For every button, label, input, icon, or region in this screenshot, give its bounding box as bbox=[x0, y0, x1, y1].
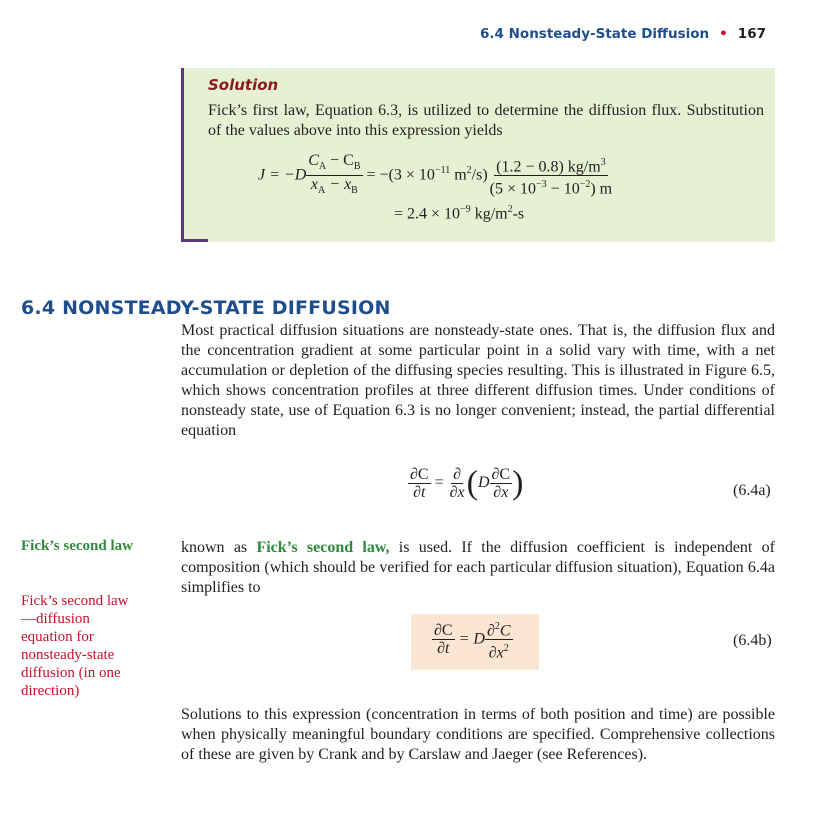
eq1-middle: = −(3 × 10 bbox=[362, 166, 435, 184]
eqa-frac-3 bbox=[490, 466, 513, 501]
page-number: 167 bbox=[737, 26, 766, 42]
solution-equation-2 bbox=[394, 204, 524, 223]
eq1-frac1-den-mid: − x bbox=[325, 176, 352, 194]
eq1-frac2-den-exp1: −3 bbox=[536, 179, 547, 191]
eq1-frac2-den-exp2: −2 bbox=[579, 179, 591, 191]
equation-6-4a bbox=[408, 466, 523, 501]
eqa-num2: ∂ bbox=[453, 466, 462, 483]
eqa-num3: ∂C bbox=[491, 466, 511, 483]
eqa-frac-1 bbox=[408, 466, 431, 501]
eq1-frac2-den: (5 × 10 bbox=[489, 180, 537, 198]
eqa-den1: ∂t bbox=[413, 484, 426, 501]
paragraph-1: Most practical diffusion situations are nonsteady-state ones. That is, the diffusion flux and the concentration gradient at some particular point in a solid vary with time, with a net accumulation or depletion of the diffusing species resulting. This is illustrated in Figure 6.5, which shows concentration profiles at three different diffusion times. Under conditions of nonsteady state, use of Equation 6.3 is no longer convenient; instead, the partial differential equation bbox=[181, 322, 775, 439]
solution-equation-1 bbox=[258, 152, 614, 199]
eqa-D: D bbox=[477, 474, 490, 492]
eqa-den3: ∂x bbox=[493, 484, 509, 501]
section-heading: 6.4 NONSTEADY-STATE DIFFUSION bbox=[21, 297, 391, 319]
running-head bbox=[480, 26, 766, 42]
eqb-den1: ∂t bbox=[437, 640, 450, 658]
eqa-lparen: ( bbox=[466, 464, 478, 502]
eq1-frac1-den-sub-a: A bbox=[318, 185, 326, 197]
eq1-frac1-den: x bbox=[310, 176, 319, 194]
eqb-den2-exp: 2 bbox=[503, 643, 509, 655]
eqb-equals-D: = D bbox=[458, 630, 485, 648]
eq1-frac1-den-sub-b: B bbox=[351, 185, 358, 197]
eqa-num1: ∂C bbox=[410, 466, 429, 483]
eq1-frac2-num-exp: 3 bbox=[600, 156, 606, 168]
eq1-fraction-1 bbox=[306, 152, 362, 199]
equation-number-6-4b: (6.4b) bbox=[733, 632, 772, 649]
eqb-num2: ∂ bbox=[486, 622, 495, 640]
eq2-unit-exp: 2 bbox=[507, 204, 513, 215]
running-head-section: 6.4 Nonsteady-State Diffusion bbox=[480, 26, 710, 42]
eqa-den2: ∂x bbox=[449, 484, 465, 501]
eq1-lhs: J = −D bbox=[258, 166, 307, 184]
eq1-fraction-2 bbox=[488, 154, 614, 198]
eq2-unit: kg/m bbox=[470, 205, 508, 223]
paragraph-2-pre: known as bbox=[181, 539, 257, 556]
paragraph-2 bbox=[181, 538, 775, 598]
eqa-rparen: ) bbox=[512, 464, 524, 502]
eq1-middle-unit: m bbox=[450, 166, 467, 184]
eq1-frac2-den-tail: ) m bbox=[590, 180, 613, 198]
eqb-num1: ∂C bbox=[434, 622, 453, 640]
eq1-frac2-num: (1.2 − 0.8) kg/m bbox=[496, 158, 601, 176]
margin-definition: Fick’s second law—diffusion equation for nonsteady-state diffusion (in one direction) bbox=[21, 593, 129, 699]
eqa-equals: = bbox=[434, 474, 444, 492]
eqb-frac-2 bbox=[485, 618, 513, 662]
solution-title: Solution bbox=[208, 76, 279, 94]
eq1-frac2-den-mid: − 10 bbox=[546, 180, 580, 198]
paragraph-3: Solutions to this expression (concentration in terms of both position and time) are possible when physically meaningful boundary conditions are specified. Comprehensive collections of these are given by Crank and by Carslaw and Jaeger (see References). bbox=[181, 706, 775, 763]
eq1-frac1-num-mid: − C bbox=[326, 152, 354, 169]
eq1-frac1-num-sub-a: A bbox=[318, 161, 327, 173]
eq1-middle-exp: −11 bbox=[434, 165, 451, 177]
eq2-unit-tail: -s bbox=[512, 205, 525, 223]
equation-number-6-4a: (6.4a) bbox=[733, 482, 771, 499]
eq1-middle-tail: /s) bbox=[471, 166, 488, 184]
eq1-frac1-num-sub-b: B bbox=[353, 161, 361, 173]
eq1-middle-unit-exp: 2 bbox=[466, 165, 472, 177]
solution-box-rule-horizontal bbox=[181, 239, 208, 242]
paragraph-2-post: is used. If the diffusion coefficient is independent of composition (which should be verified for each particular diffusion situation), Equation 6.4a simplifies to bbox=[181, 539, 775, 596]
solution-box-rule-vertical bbox=[181, 68, 184, 242]
solution-text: Fick’s first law, Equation 6.3, is utilized to determine the diffusion flux. Substitution of the values above into this expression yields bbox=[208, 102, 764, 139]
eqb-frac-1 bbox=[432, 622, 455, 657]
eqb-num2-exp: 2 bbox=[494, 621, 500, 632]
eq1-frac1-num: C bbox=[308, 152, 319, 169]
eq2-text: = 2.4 × 10 bbox=[394, 205, 461, 223]
running-head-bullet: • bbox=[719, 26, 728, 42]
eqb-den2: ∂x bbox=[488, 644, 504, 662]
ficks-second-law-term: Fick’s second law, bbox=[256, 539, 390, 556]
eqa-frac-2 bbox=[448, 466, 467, 501]
eqb-num2-tail: C bbox=[499, 622, 511, 640]
equation-6-4b bbox=[432, 618, 513, 662]
margin-term: Fick’s second law bbox=[21, 538, 133, 554]
eq2-exp: −9 bbox=[460, 204, 471, 215]
